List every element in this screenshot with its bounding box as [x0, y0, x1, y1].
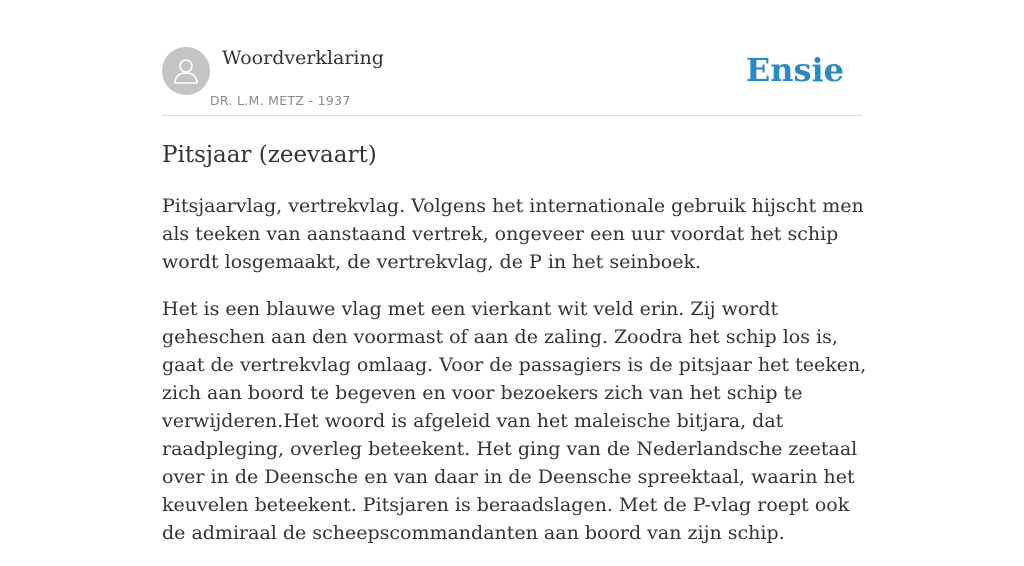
author-avatar[interactable]	[162, 47, 210, 95]
article-paragraph: Pitsjaarvlag, vertrekvlag. Volgens het internationale gebruik hijscht men als teeken van aanstaand vertrek, ongeveer een uur voordat het schip wordt losgemaakt, de vertrekvlag, de P in het seinboek.	[162, 195, 864, 273]
article-title: Pitsjaar (zeevaart)	[162, 142, 377, 168]
header-divider	[162, 115, 862, 116]
source-meta: DR. L.M. METZ - 1937	[210, 93, 351, 108]
article-paragraph: Het is een blauwe vlag met een vierkant wit veld erin. Zij wordt geheschen aan den voormast of aan de zaling. Zoodra het schip los is, gaat de vertrekvlag omlaag. Voor de passagiers is de pitsjaar het teeken, zich aan boord te begeven en voor bezoekers zich van het schip te verwijderen.Het woord is afgeleid van het maleische bitjara, dat raadpleging, overleg beteekent. Het ging van de Nederlandsche zeetaal over in de Deensche en van daar in de Deensche spreektaal, waarin het keuvelen beteekent. Pitsjaren is beraadslagen. Met de P-vlag roept ook de admiraal de scheepscommandanten aan boord van zijn schip.	[162, 298, 867, 544]
article-body	[162, 192, 867, 566]
user-icon	[171, 56, 201, 86]
source-name[interactable]: Woordverklaring	[222, 47, 384, 69]
brand-logo[interactable]: Ensie	[745, 51, 844, 89]
